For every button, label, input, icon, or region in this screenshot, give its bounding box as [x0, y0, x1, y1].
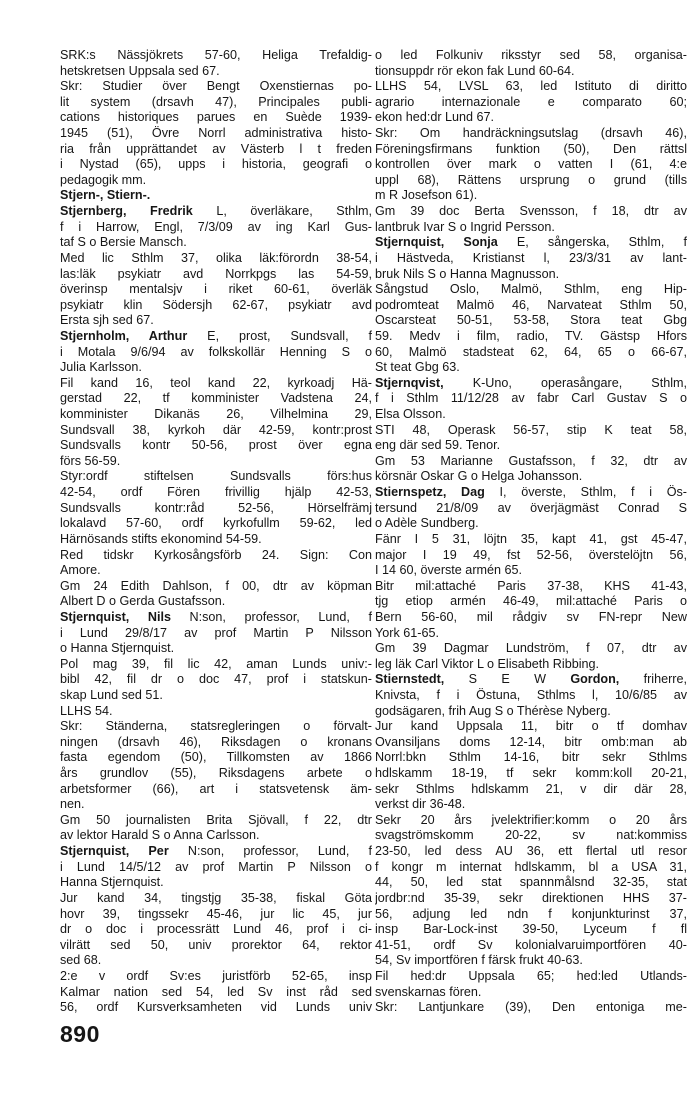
text-line [375, 548, 687, 564]
entry-text: E, prost, Sundsvall, f [187, 328, 372, 343]
text-line [375, 875, 687, 891]
text-line [375, 922, 687, 938]
text-line [375, 48, 687, 64]
text-line [375, 376, 687, 392]
entry-text: LLHS 54, LVSL 63, led Istituto di diritto [375, 79, 687, 94]
text-line [375, 969, 687, 985]
text-line [60, 204, 372, 220]
text-line [60, 142, 372, 158]
text-line [375, 844, 687, 860]
text-line [375, 657, 687, 673]
entry-text: cations historiques parues en Suède 1939- [60, 110, 372, 125]
entry-text: dr o doc i processrätt Lund 46, prof i ci- [60, 922, 372, 937]
entry-text: St teat Gbg 63. [375, 360, 460, 375]
text-line [60, 672, 372, 688]
entry-text: m R Josefson 61). [375, 188, 478, 203]
entry-text: Fänr I 5 31, löjtn 35, kapt 41, gst 45-47, [375, 531, 687, 546]
entry-text: Norrl:bkn Sthlm 14-16, bitr sekr Sthlms [375, 750, 687, 765]
entry-text: Kalmar nation sed 54, led Sv inst råd sed [60, 984, 372, 999]
entry-text: E, sångerska, Sthlm, f [497, 235, 687, 250]
entry-name: Stjern-, Stiern-. [60, 188, 151, 203]
entry-text: års grundlov (55), Riksdagens arbete o [60, 766, 372, 781]
text-line [60, 891, 372, 907]
page-number: 890 [60, 1021, 100, 1047]
text-line [60, 594, 372, 610]
entry-text: bibl 42, fil dr o doc 47, prof i statskun- [60, 672, 372, 687]
entry-text: kontrollen över mark o vatten I (61, 4:e [375, 157, 687, 172]
entry-text: i Nystad (65), upps i historia, geografi o [60, 157, 372, 172]
text-line [375, 953, 687, 969]
text-line [375, 157, 687, 173]
text-line [60, 750, 372, 766]
text-line [60, 828, 372, 844]
entry-text: hetskretsen Uppsala sed 67. [60, 63, 220, 78]
entry-text: K-Uno, operasångare, Sthlm, [443, 375, 687, 390]
entry-name: Stjernqvist, [375, 375, 444, 390]
text-line [60, 360, 372, 376]
entry-text: 1945 (51), Övre Norrl administrativa histo- [60, 126, 372, 141]
text-line [60, 282, 372, 298]
entry-text: tionsuppdr rör ekon fak Lund 60-64. [375, 63, 575, 78]
text-line [60, 298, 372, 314]
text-line [375, 204, 687, 220]
text-line [375, 516, 687, 532]
text-line [60, 1000, 372, 1016]
entry-text: SRK:s Nässjökrets 57-60, Heliga Trefaldig- [60, 48, 372, 62]
text-line [60, 251, 372, 267]
text-line [60, 704, 372, 720]
entry-text: ekon hed:dr Lund 67. [375, 110, 495, 125]
text-line [375, 64, 687, 80]
text-line [60, 548, 372, 564]
text-line [60, 329, 372, 345]
text-line [375, 345, 687, 361]
entry-text: Fil kand 16, teol kand 22, kyrkoadj Hä- [60, 375, 372, 390]
entry-text: o Adèle Sundberg. [375, 516, 479, 531]
entry-text: vilrätt sed 50, univ prorektor 64, rektor [60, 937, 372, 952]
text-line [375, 672, 687, 688]
entry-text: Fil hed:dr Uppsala 65; hed:led Utlands- [375, 968, 687, 983]
text-line [375, 188, 687, 204]
text-line [60, 469, 372, 485]
entry-text: tjg etiop armén 46-49, mil:attaché Paris o [375, 594, 687, 609]
text-line [375, 860, 687, 876]
text-line [375, 438, 687, 454]
entry-text: Sundsvall 38, kyrkoh där 42-59, kontr:prost [60, 422, 372, 437]
text-line [375, 1000, 687, 1016]
entry-text: Hanna Stjernquist. [60, 875, 164, 890]
text-line [375, 688, 687, 704]
text-line [375, 220, 687, 236]
entry-text: York 61-65. [375, 625, 439, 640]
text-line [375, 813, 687, 829]
text-line [375, 704, 687, 720]
text-line [375, 641, 687, 657]
entry-text: 59. Medv i film, radio, TV. Gästsp Hfors [375, 328, 687, 343]
entry-text: 44, 50, led stat spannmålsnd 32-35, stat [375, 875, 687, 890]
text-line [60, 188, 372, 204]
entry-name: Stjernquist, Per [60, 844, 169, 859]
text-line [60, 501, 372, 517]
entry-text: arbetsformer (66), art i statsvetensk äm- [60, 781, 372, 796]
entry-text: Oscarsteat 50-51, 53-58, Stora teat Gbg [375, 313, 687, 328]
text-line [60, 313, 372, 329]
text-line [375, 485, 687, 501]
entry-text: o Hanna Stjernquist. [60, 641, 175, 656]
entry-text: Sekr 20 års jvelektrifier:komm o 20 års [375, 812, 687, 827]
text-line [60, 719, 372, 735]
text-line [60, 563, 372, 579]
entry-text: Gm 39 Dagmar Lundström, f 07, dtr av [375, 641, 687, 656]
text-line [375, 142, 687, 158]
text-line [60, 875, 372, 891]
text-line [375, 95, 687, 111]
entry-text: Bern 56-60, mil rådgiv sv FN-repr New [375, 609, 687, 624]
entry-text: las:läk psykiatr avd Norrkpgs las 54-59, [60, 266, 372, 281]
text-line [375, 532, 687, 548]
entry-text: Med lic Sthlm 37, olika läk:förordn 38-54, [60, 250, 372, 265]
text-line [60, 860, 372, 876]
entry-text: Julia Karlsson. [60, 360, 142, 375]
entry-text: LLHS 54. [60, 703, 113, 718]
entry-text: taf S o Bersie Mansch. [60, 235, 187, 250]
entry-text: Bitr mil:attaché Paris 37-38, KHS 41-43, [375, 578, 687, 593]
entry-text: ria från upprättandet av Västerb l t freden [60, 141, 372, 156]
text-line [60, 407, 372, 423]
entry-text: hovr 39, tingssekr 45-46, jur lic 45, jur [60, 906, 372, 921]
entry-name: Stiernspetz, Dag [375, 485, 485, 500]
text-line [375, 469, 687, 485]
entry-text: Härnösands stifts ekonomind 54-59. [60, 531, 262, 546]
right-column [375, 48, 687, 1016]
entry-text: 42-54, ordf Fören frivillig hjälp 42-53, [60, 485, 372, 500]
text-line [60, 220, 372, 236]
entry-text: 60, Malmö stadsteat 62, 64, 65 o 66-67, [375, 344, 687, 359]
text-line [60, 79, 372, 95]
entry-text: tersund 21/8/09 av överjägmäst Conrad S [375, 500, 687, 515]
entry-text: pedagogik mm. [60, 172, 147, 187]
entry-text: f i Sthlm 11/12/28 av fabr Carl Gustav S o [375, 391, 687, 406]
text-line [375, 797, 687, 813]
entry-text: ningen (drsavh 46), Riksdagen o kronans [60, 734, 372, 749]
entry-text: svenskarnas fören. [375, 984, 482, 999]
text-line [375, 454, 687, 470]
text-line [375, 110, 687, 126]
text-line [60, 969, 372, 985]
entry-text: L, överläkare, Sthlm, [192, 204, 372, 219]
text-line [375, 329, 687, 345]
text-line [375, 126, 687, 142]
text-line [375, 313, 687, 329]
entry-text: Gm 24 Edith Dahlson, f 00, dtr av köpman [60, 578, 372, 593]
entry-text: i Lund 14/5/12 av prof Martin P Nilsson o [60, 859, 372, 874]
entry-text: Albert D o Gerda Gustafsson. [60, 594, 226, 609]
text-line [60, 657, 372, 673]
text-line [375, 750, 687, 766]
entry-text: Skr: Ständerna, statsregleringen o förvalt- [60, 719, 372, 734]
entry-name: Gordon, [570, 672, 620, 687]
entry-text: S E W [444, 672, 571, 687]
text-line [375, 985, 687, 1001]
text-line [60, 985, 372, 1001]
text-line [375, 79, 687, 95]
text-line [60, 953, 372, 969]
text-line [60, 126, 372, 142]
entry-name: Stjernberg, Fredrik [60, 204, 193, 219]
entry-text: hdlskamm 18-19, tf sekr komm:koll 20-21, [375, 766, 687, 781]
entry-text: jordbr:nd 35-39, sekr direktionen HHS 37- [375, 890, 687, 905]
text-line [375, 579, 687, 595]
text-line [60, 626, 372, 642]
entry-text: komminister Dikanäs 26, Vilhelmina 29, [60, 407, 372, 422]
entry-text: Sångstud Oslo, Malmö, Sthlm, eng Hip- [375, 282, 687, 297]
text-line [60, 235, 372, 251]
entry-text: Skr: Studier över Bengt Oxenstiernas po- [60, 79, 372, 94]
text-line [375, 360, 687, 376]
entry-text: leg läk Carl Viktor L o Elisabeth Ribbing. [375, 656, 600, 671]
text-line [60, 907, 372, 923]
text-line [60, 48, 372, 64]
entry-text: Gm 50 journalisten Brita Sjövall, f 22, dtr [60, 812, 372, 827]
text-line [375, 719, 687, 735]
entry-text: STI 48, Operask 56-57, stip K teat 58, [375, 422, 687, 437]
entry-text: f kongr m internat hdlskamm, bl a USA 31, [375, 859, 687, 874]
text-line [60, 797, 372, 813]
text-line [60, 735, 372, 751]
text-line [60, 485, 372, 501]
entry-text: godsägaren, frih Aug S o Thérèse Nyberg. [375, 703, 611, 718]
entry-name: Stjernholm, Arthur [60, 328, 188, 343]
text-line [60, 766, 372, 782]
entry-text: skap Lund sed 51. [60, 687, 163, 702]
entry-text: podromteat Malmö 46, Narvateat Sthlm 50, [375, 297, 687, 312]
entry-text: körsnär Oskar G o Helga Johansson. [375, 469, 583, 484]
entry-text: Sundsvalls kontr:råd 52-56, Hörselfrämj [60, 500, 372, 515]
entry-text: eng där sed 59. Tenor. [375, 438, 501, 453]
entry-text: Amore. [60, 563, 101, 578]
text-line [60, 454, 372, 470]
text-line [60, 376, 372, 392]
text-line [375, 173, 687, 189]
text-line [60, 516, 372, 532]
entry-text: f i Harrow, Engl, 7/3/09 av ing Karl Gus- [60, 219, 372, 234]
text-line [375, 891, 687, 907]
entry-text: I 14 60, överste armén 65. [375, 563, 523, 578]
text-line [60, 110, 372, 126]
text-line [60, 938, 372, 954]
text-line [60, 813, 372, 829]
entry-text: överinsp mentalsjv i riket 60-61, överläk [60, 282, 372, 297]
entry-text: Jur kand Uppsala 11, bitr o tf domhav [375, 719, 687, 734]
text-line [375, 782, 687, 798]
entry-text: Föreningsfirmans funktion (50), Den rättsl [375, 141, 687, 156]
entry-text: i Hästveda, Kristianst l, 23/3/31 av lant- [375, 250, 687, 265]
entry-text: 41-51, ordf Sv kolonialvaruimportfören 40- [375, 937, 687, 952]
entry-text: 2:e v ordf Sv:es juristförb 52-65, insp [60, 968, 372, 983]
text-line [60, 688, 372, 704]
text-line [60, 64, 372, 80]
text-line [375, 267, 687, 283]
entry-text: Jur kand 34, tingstjg 35-38, fiskal Göta [60, 890, 372, 905]
entry-text: verkst dir 36-48. [375, 797, 466, 812]
text-line [60, 95, 372, 111]
text-line [60, 157, 372, 173]
entry-text: gerstad 22, tf komminister Vadstena 24, [60, 391, 372, 406]
text-line [375, 828, 687, 844]
text-line [375, 766, 687, 782]
entry-text: N:son, professor, Lund, f [168, 844, 372, 859]
text-line [375, 423, 687, 439]
entry-text: Skr: Om handräckningsutslag (drsavh 46), [375, 126, 687, 141]
text-line [375, 594, 687, 610]
text-line [60, 267, 372, 283]
entry-text: lit system (drsavh 47), Principales publi- [60, 94, 372, 109]
entry-text: i Lund 29/8/17 av prof Martin P Nilsson [60, 625, 372, 640]
entry-text: förs 56-59. [60, 453, 121, 468]
text-line [60, 844, 372, 860]
entry-text: Red tidskr Kyrkosångsförb 24. Sign: Con [60, 547, 372, 562]
entry-text: Elsa Olsson. [375, 407, 446, 422]
entry-text: i Motala 9/6/94 av folkskollär Henning S o [60, 344, 372, 359]
entry-text: Ersta sjh sed 67. [60, 313, 154, 328]
text-line [375, 563, 687, 579]
entry-text: o led Folkuniv riksstyr sed 58, organisa- [375, 48, 687, 62]
entry-text: lokalavd 57-60, ordf kyrkofullm 59-62, led [60, 516, 372, 531]
entry-text: Pol mag 39, fil lic 42, aman Lunds univ:- [60, 656, 372, 671]
text-line [60, 922, 372, 938]
entry-text: Gm 53 Marianne Gustafsson, f 32, dtr av [375, 453, 687, 468]
entry-text: N:son, professor, Lund, f [170, 609, 372, 624]
text-line [375, 735, 687, 751]
entry-text: sed 68. [60, 953, 102, 968]
entry-text: agrario internazionale e comparato 60; [375, 94, 687, 109]
entry-text: 56, ordf Kursverksamheten vid Lunds univ [60, 1000, 372, 1015]
text-line [375, 251, 687, 267]
entry-text: psykiatr klin Södersjh 62-67, psykiatr avd [60, 297, 372, 312]
text-line [375, 282, 687, 298]
entry-name: Stiernstedt, [375, 672, 445, 687]
entry-text: fasta egendom (50), Tillkomsten av 1866 [60, 750, 372, 765]
entry-name: Stjernquist, Sonja [375, 235, 498, 250]
entry-text: Knivsta, f i Östuna, Sthlms l, 10/6/85 av [375, 687, 687, 702]
entry-text: 56, adjung led ndn f konjunkturinst 37, [375, 906, 687, 921]
entry-text: bruk Nils S o Hanna Magnusson. [375, 266, 560, 281]
text-line [60, 610, 372, 626]
entry-text: friherre, [619, 672, 687, 687]
text-line [375, 235, 687, 251]
entry-text: Ovansiljans doms 12-14, bitr omb:man ab [375, 734, 687, 749]
text-line [375, 907, 687, 923]
entry-text: I, överste, Sthlm, f i Ös- [484, 485, 687, 500]
entry-name: Stjernquist, Nils [60, 609, 171, 624]
entry-text: nen. [60, 797, 85, 812]
text-line [375, 938, 687, 954]
text-line [60, 782, 372, 798]
entry-text: major I 19 49, fst 52-56, överstelöjtn 56, [375, 547, 687, 562]
text-line [60, 641, 372, 657]
text-line [375, 391, 687, 407]
text-line [60, 345, 372, 361]
text-line [375, 610, 687, 626]
left-column [60, 48, 372, 1016]
entry-text: sekr Sthlms hdlskamm 21, v dir där 28, [375, 781, 687, 796]
entry-text: av lektor Harald S o Anna Carlsson. [60, 828, 260, 843]
entry-text: Sundsvalls kontr 50-56, prost över egna [60, 438, 372, 453]
text-line [375, 298, 687, 314]
entry-text: uppl 68), Rättens ursprung o grund (tills [375, 172, 687, 187]
text-line [375, 626, 687, 642]
text-line [60, 391, 372, 407]
entry-text: 54, Sv importfören f färsk frukt 40-63. [375, 953, 583, 968]
text-line [60, 579, 372, 595]
text-line [375, 407, 687, 423]
entry-text: Styr:ordf stiftelsen Sundsvalls förs:hus [60, 469, 372, 484]
entry-text: 23-50, led dess AU 36, ett flertal utl resor [375, 844, 687, 859]
text-line [60, 532, 372, 548]
entry-text: svagströmskomm 20-22, sv nat:kommiss [375, 828, 687, 843]
text-line [375, 501, 687, 517]
text-line [60, 423, 372, 439]
entry-text: insp Bar-Lock-inst 39-50, Lyceum f fl [375, 922, 687, 937]
text-line [60, 438, 372, 454]
entry-text: Skr: Lantjunkare (39), Den entoniga me- [375, 1000, 687, 1015]
text-line [60, 173, 372, 189]
entry-text: Gm 39 doc Berta Svensson, f 18, dtr av [375, 204, 687, 219]
entry-text: lantbruk Ivar S o Ingrid Persson. [375, 219, 555, 234]
